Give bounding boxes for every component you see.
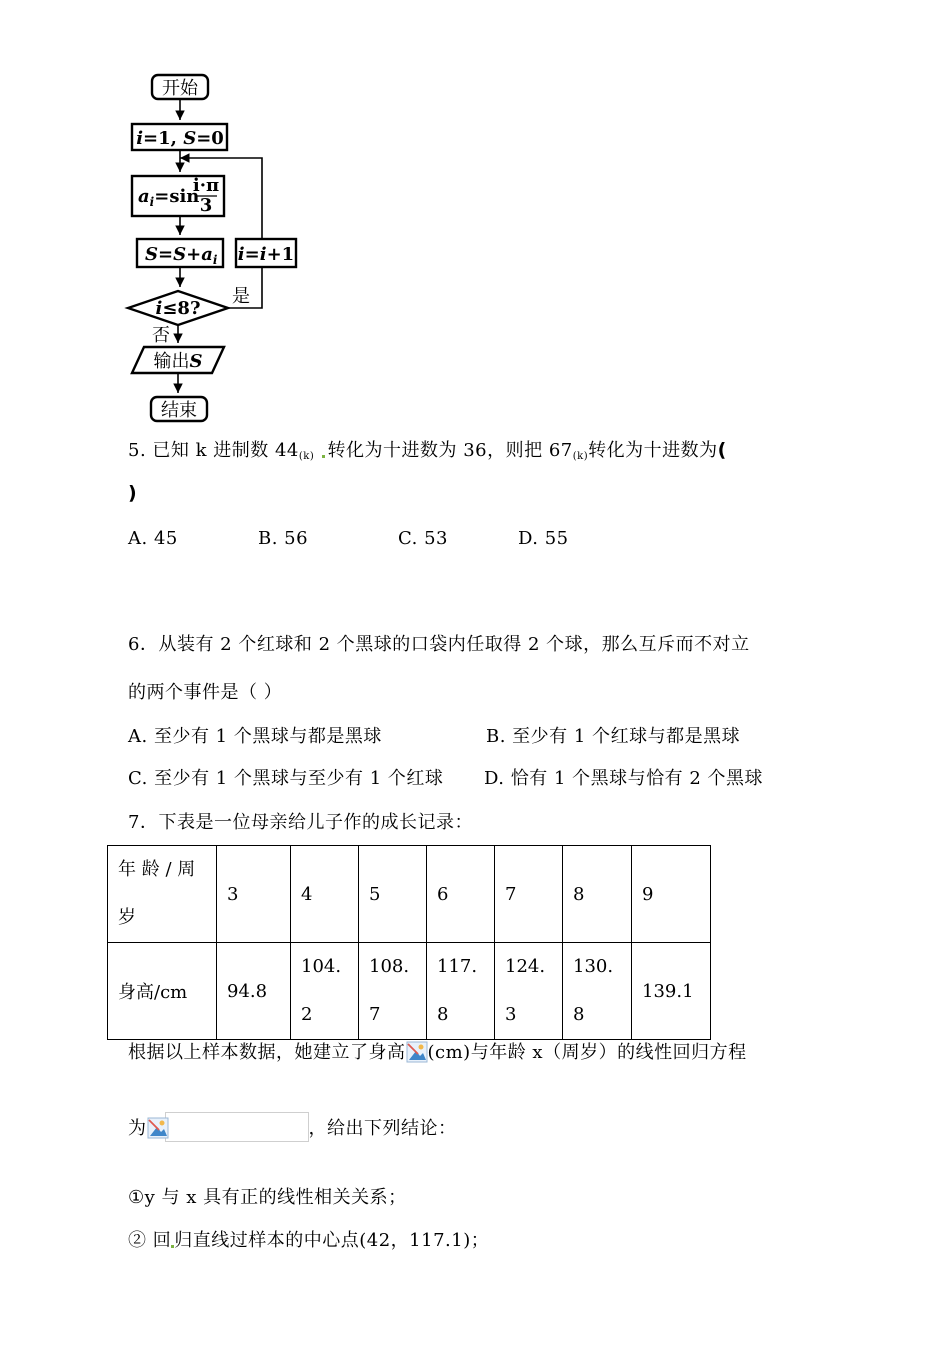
table-cell: 8 [563, 846, 632, 943]
q6-option-b: B. 至少有 1 个红球与都是黑球 [486, 726, 741, 747]
q7-conclusion-2-a: ② 回 [128, 1230, 172, 1251]
q6-option-a: A. 至少有 1 个黑球与都是黑球 [128, 726, 382, 747]
table-cell: 94.8 [217, 943, 291, 1040]
q7-para-a: 根据以上样本数据，她建立了身高 [128, 1042, 406, 1063]
table-cell: 117. 8 [427, 943, 495, 1040]
sum-label: $S=S+a_i$ [145, 244, 218, 267]
regression-formula-placeholder [165, 1112, 309, 1142]
table-cell: 108. 7 [359, 943, 427, 1040]
q6-option-d: D. 恰有 1 个黑球与恰有 2 个黑球 [484, 768, 764, 789]
end-label: 结束 [161, 400, 197, 421]
frac-den: 3 [199, 195, 213, 216]
q5-text-a: 5. 已知 k 进制数 44 [128, 440, 299, 461]
q7-intro: 7．下表是一位母亲给儿子作的成长记录： [128, 812, 473, 833]
q5-option-a: A. 45 [128, 528, 178, 549]
growth-table [107, 845, 711, 1040]
q7-para-d: ，给出下列结论： [308, 1118, 457, 1139]
decision-label: i≤8? [155, 298, 201, 319]
table-cell: 9 [632, 846, 711, 943]
q5-sub1: (k) [298, 451, 315, 462]
table-cell: 3 [217, 846, 291, 943]
q5-stem [128, 436, 727, 462]
q5-sub2: (k) [572, 451, 589, 462]
table-cell: 4 [291, 846, 359, 943]
q7-conclusion-2-b: 归直线过样本的中心点(42，117.1)； [174, 1230, 490, 1251]
age-header-line2: 岁 [118, 907, 136, 928]
q5-text-c: 转化为十进数为 [588, 440, 718, 461]
q5-open-bracket: ( [717, 439, 727, 461]
q6-line2: 的两个事件是（ ） [128, 682, 283, 703]
table-cell: 130. 8 [563, 943, 632, 1040]
table-cell: 7 [495, 846, 563, 943]
q7-conclusion-2 [128, 1226, 489, 1252]
table-header-height: 身高/cm [108, 943, 217, 1040]
q7-para-c: 为 [128, 1118, 147, 1139]
increment-label: i=i+1 [237, 244, 295, 265]
table-cell: 104. 2 [291, 943, 359, 1040]
broken-image-icon [147, 1117, 169, 1139]
start-label: 开始 [162, 78, 198, 99]
age-header-line1: 年 龄 / 周 [118, 859, 196, 880]
table-cell: 5 [359, 846, 427, 943]
table-row-height [108, 943, 711, 1040]
q5-option-b: B. 56 [258, 528, 309, 549]
flowchart [120, 65, 320, 425]
output-label: 输出S [153, 351, 203, 372]
q6-option-c: C. 至少有 1 个黑球与至少有 1 个红球 [128, 768, 444, 789]
q7-paragraph [128, 1038, 747, 1064]
no-label: 否 [152, 325, 170, 346]
assign-label: $a_i=\sin$ [138, 186, 200, 209]
green-dot [322, 455, 325, 458]
broken-image-icon [406, 1041, 428, 1063]
q5-option-d: D. 55 [518, 528, 569, 549]
q5-close-bracket: ) [128, 482, 137, 504]
q6-line1: 6．从装有 2 个红球和 2 个黑球的口袋内任取得 2 个球，那么互斥而不对立 [128, 634, 750, 655]
frac-num: i·π [192, 175, 220, 196]
yes-label: 是 [232, 286, 250, 307]
q7-conclusion-1: ①y 与 x 具有正的线性相关关系； [128, 1187, 407, 1208]
q5-text-b: 转化为十进数为 36，则把 67 [327, 440, 573, 461]
table-cell: 6 [427, 846, 495, 943]
table-row-age [108, 846, 711, 943]
init-label: i=1, S=0 [136, 128, 224, 149]
table-cell: 139.1 [632, 943, 711, 1040]
table-cell: 124. 3 [495, 943, 563, 1040]
q5-option-c: C. 53 [398, 528, 448, 549]
q7-regression-line [128, 1112, 457, 1142]
q7-para-b: (cm)与年龄 x（周岁）的线性回归方程 [427, 1042, 747, 1063]
table-header-age [108, 846, 217, 943]
